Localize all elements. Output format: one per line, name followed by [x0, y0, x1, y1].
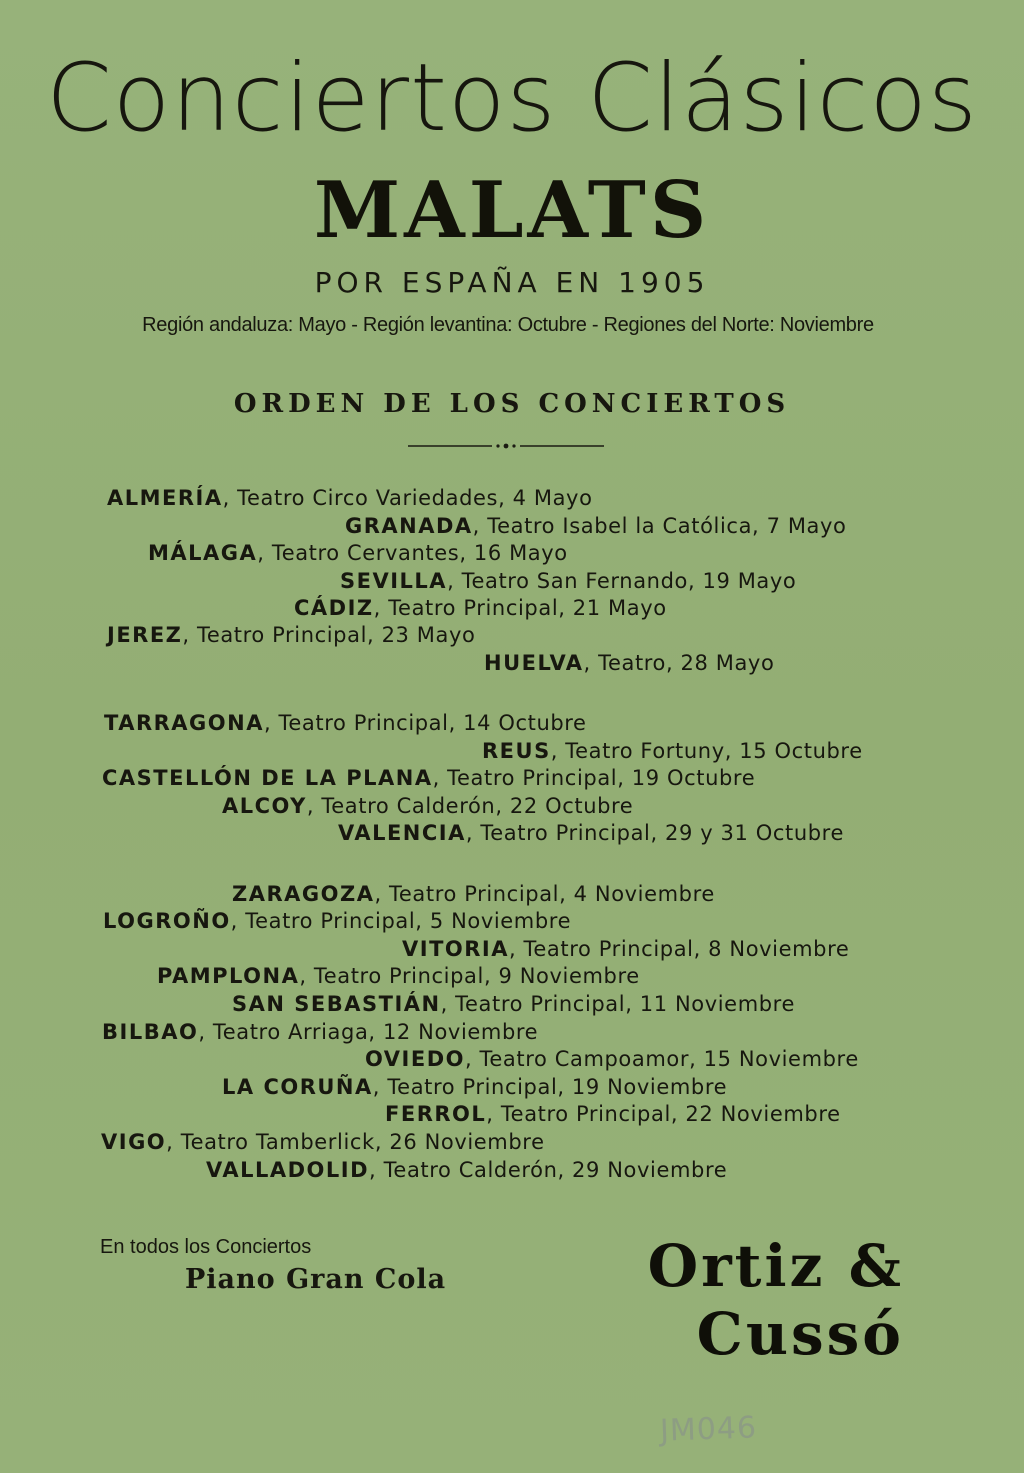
concert-line: [222, 794, 633, 818]
concert-line: [232, 882, 715, 906]
concert-line: [484, 651, 774, 675]
archive-stamp: JM046: [659, 1410, 758, 1449]
concert-city: CASTELLÓN DE LA PLANA: [102, 766, 433, 790]
concert-city: PAMPLONA: [157, 964, 300, 988]
concert-city: REUS: [482, 739, 551, 763]
concert-details: , Teatro Principal, 29 y 31 Octubre: [465, 821, 844, 845]
concert-details: , Teatro Principal, 14 Octubre: [263, 711, 587, 735]
concert-city: TARRAGONA: [104, 711, 264, 735]
concert-city: JEREZ: [107, 623, 183, 647]
concert-details: , Teatro Principal, 22 Noviembre: [486, 1102, 841, 1126]
concert-line: [294, 596, 667, 620]
regions-line: Región andaluza: Mayo - Región levantina: Octubre - Regiones del Norte: Noviembre: [142, 314, 874, 336]
concert-line: [107, 486, 593, 510]
concert-details: , Teatro Cervantes, 16 Mayo: [257, 541, 568, 565]
concert-line: [148, 541, 568, 565]
concert-line: [340, 569, 796, 593]
concert-city: ALCOY: [222, 794, 307, 818]
concert-line: [157, 964, 640, 988]
concert-details: , Teatro Tamberlick, 26 Noviembre: [166, 1130, 545, 1154]
concert-details: , Teatro Campoamor, 15 Noviembre: [464, 1047, 859, 1071]
concert-details: , Teatro Principal, 9 Noviembre: [299, 964, 640, 988]
concert-line: [402, 937, 849, 961]
tour-subtitle: POR ESPAÑA EN 1905: [314, 266, 710, 299]
concert-city: VALENCIA: [338, 821, 466, 845]
concert-details: , Teatro Principal, 8 Noviembre: [508, 937, 850, 961]
artist-name: MALATS: [313, 165, 711, 256]
concert-city: GRANADA: [345, 514, 473, 538]
concert-city: ALMERÍA: [107, 486, 223, 510]
concert-city: ZARAGOZA: [232, 882, 375, 906]
concert-city: HUELVA: [484, 651, 584, 675]
concert-city: VITORIA: [402, 937, 509, 961]
concert-details: , Teatro Circo Variedades, 4 Mayo: [222, 486, 593, 510]
concert-city: MÁLAGA: [148, 541, 258, 565]
concert-details: , Teatro Calderón, 22 Octubre: [306, 794, 634, 818]
concert-line: [101, 1130, 545, 1154]
concert-city: BILBAO: [102, 1020, 199, 1044]
concert-details: , Teatro Principal, 11 Noviembre: [440, 992, 795, 1016]
concert-city: VALLADOLID: [206, 1158, 370, 1182]
piano-label: Piano Gran Cola: [185, 1264, 447, 1295]
concert-city: SEVILLA: [340, 569, 448, 593]
concert-line: [222, 1075, 727, 1099]
concert-line: [482, 739, 863, 763]
concert-city: VIGO: [101, 1130, 167, 1154]
concert-details: , Teatro San Fernando, 19 Mayo: [447, 569, 797, 593]
concert-line: [103, 909, 571, 933]
concert-line: [102, 766, 755, 790]
poster-title: Conciertos Clásicos: [46, 44, 978, 153]
concert-details: , Teatro, 28 Mayo: [583, 651, 775, 675]
decorative-rule: [408, 440, 604, 452]
concert-details: , Teatro Calderón, 29 Noviembre: [369, 1158, 728, 1182]
all-concerts-note: En todos los Conciertos: [100, 1236, 312, 1258]
order-heading: ORDEN DE LOS CONCIERTOS: [233, 389, 791, 419]
piano-brand: Ortiz & Cussó: [647, 1232, 904, 1368]
concert-city: FERROL: [385, 1102, 487, 1126]
concert-details: , Teatro Principal, 19 Octubre: [432, 766, 756, 790]
concert-details: , Teatro Isabel la Católica, 7 Mayo: [472, 514, 847, 538]
concert-details: , Teatro Principal, 23 Mayo: [182, 623, 476, 647]
concert-city: CÁDIZ: [294, 596, 374, 620]
concert-line: [232, 992, 795, 1016]
concert-line: [102, 1020, 538, 1044]
concert-details: , Teatro Principal, 4 Noviembre: [374, 882, 715, 906]
concert-city: LA CORUÑA: [222, 1075, 373, 1099]
concert-details: , Teatro Principal, 21 Mayo: [373, 596, 667, 620]
concert-line: [385, 1102, 841, 1126]
concert-city: OVIEDO: [365, 1047, 465, 1071]
concert-details: , Teatro Principal, 19 Noviembre: [372, 1075, 728, 1099]
concert-city: SAN SEBASTIÁN: [232, 992, 441, 1016]
concert-line: [338, 821, 844, 845]
concert-line: [345, 514, 847, 538]
concert-details: , Teatro Arriaga, 12 Noviembre: [198, 1020, 539, 1044]
concert-details: , Teatro Principal, 5 Noviembre: [230, 909, 572, 933]
concert-details: , Teatro Fortuny, 15 Octubre: [550, 739, 863, 763]
concert-line: [365, 1047, 859, 1071]
concert-line: [206, 1158, 727, 1182]
concert-city: LOGROÑO: [103, 909, 231, 933]
concert-line: [107, 623, 475, 647]
concert-line: [104, 711, 587, 735]
